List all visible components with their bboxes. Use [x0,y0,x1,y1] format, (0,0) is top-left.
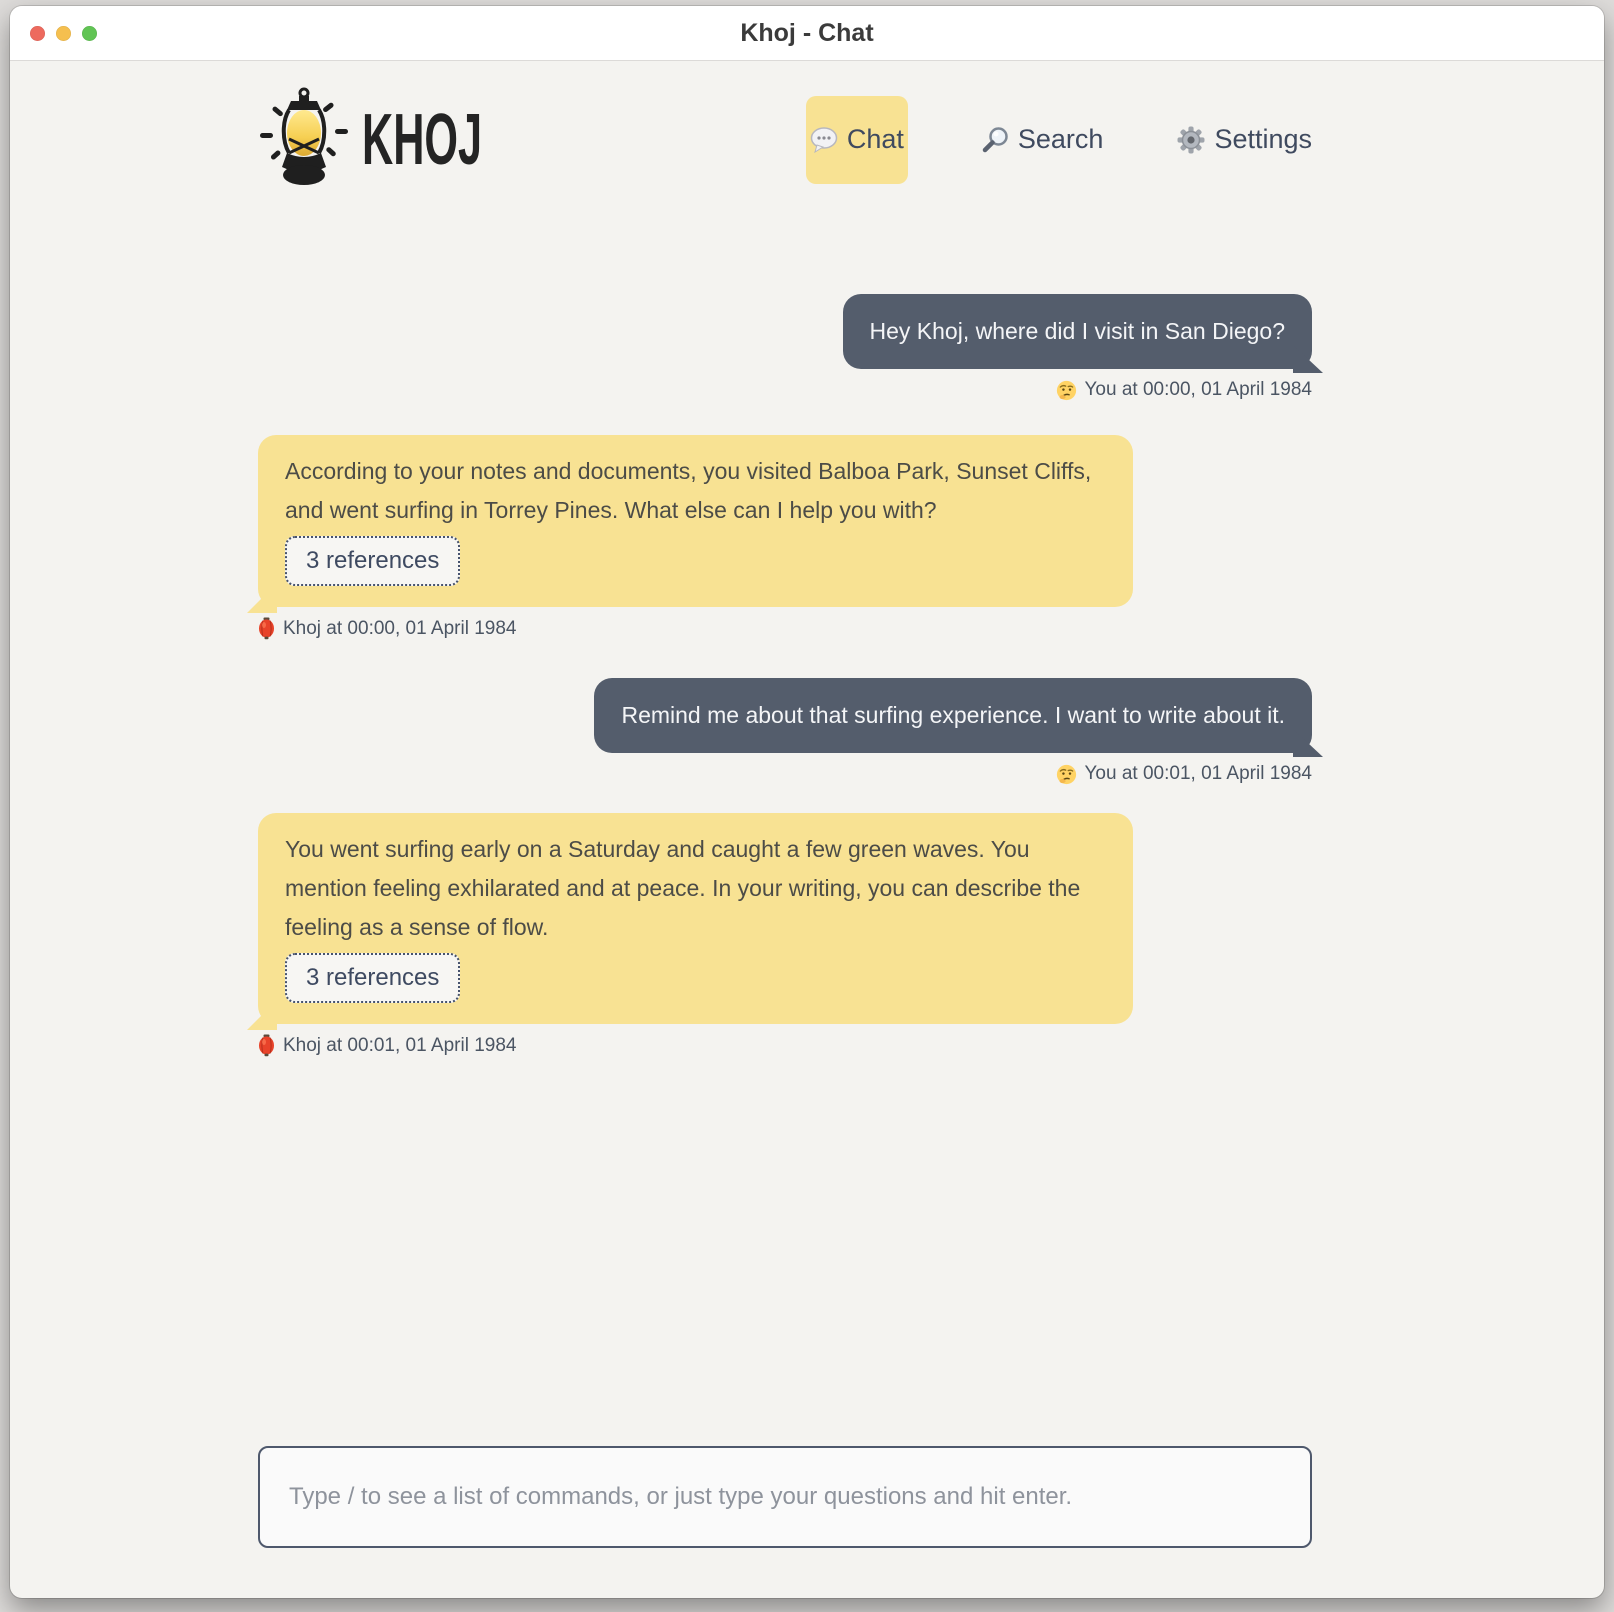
close-button[interactable] [30,26,45,41]
minimize-button[interactable] [56,26,71,41]
references-button[interactable]: 3 references [285,953,460,1003]
message-meta [258,617,1312,640]
nav-tab-chat[interactable] [806,96,908,184]
lantern-logo-icon [258,87,350,192]
khoj-logo [258,87,562,192]
message-meta [258,379,1312,401]
khoj-message-bubble [258,813,1133,1024]
composer [258,1446,1312,1548]
app-window [10,6,1604,1598]
traffic-lights [30,6,97,60]
message-meta-text: You at 00:01, 01 April 1984 [1084,763,1312,784]
message-meta-text: Khoj at 00:01, 01 April 1984 [283,1034,517,1056]
window-title: Khoj - Chat [740,18,874,47]
gear-icon [1177,126,1205,154]
chat-log [258,294,1312,1057]
magnifier-icon [982,126,1009,153]
user-message-bubble: Remind me about that surfing experience. I want to write about it. [594,678,1312,753]
chat-input[interactable] [258,1446,1312,1548]
message-meta [258,763,1312,785]
thinking-face-icon [1056,380,1077,401]
nav-tab-settings-label: Settings [1214,124,1312,154]
message-meta [258,1034,1312,1057]
chat-bubble-icon [810,127,838,153]
thinking-face-icon [1056,764,1077,785]
user-message-bubble: Hey Khoj, where did I visit in San Diego? [843,294,1313,369]
red-lantern-icon [258,617,275,640]
khoj-logotype: KHOJ [362,99,483,180]
nav-tab-settings[interactable] [1177,124,1312,155]
references-button[interactable]: 3 references [285,536,460,586]
red-lantern-icon [258,1034,275,1057]
nav-tab-search[interactable] [982,124,1104,155]
titlebar [10,6,1604,61]
khoj-message-bubble [258,435,1133,607]
message-meta-text: Khoj at 00:00, 01 April 1984 [283,617,517,639]
message-meta-text: You at 00:00, 01 April 1984 [1084,379,1312,400]
nav-tab-chat-label: Chat [846,124,904,154]
zoom-button[interactable] [82,26,97,41]
app-header [258,61,1312,192]
nav-tab-search-label: Search [1017,124,1104,154]
khoj-message-text: You went surfing early on a Saturday and caught a few green waves. You mention feeling exhilarated and at peace. In your writing, you can describe the feeling as a sense of flow. [285,836,1081,940]
khoj-message-text: According to your notes and documents, you visited Balboa Park, Sunset Cliffs, and went surfing in Torrey Pines. What else can I help you with? [285,458,1092,523]
main-nav [806,96,1312,184]
